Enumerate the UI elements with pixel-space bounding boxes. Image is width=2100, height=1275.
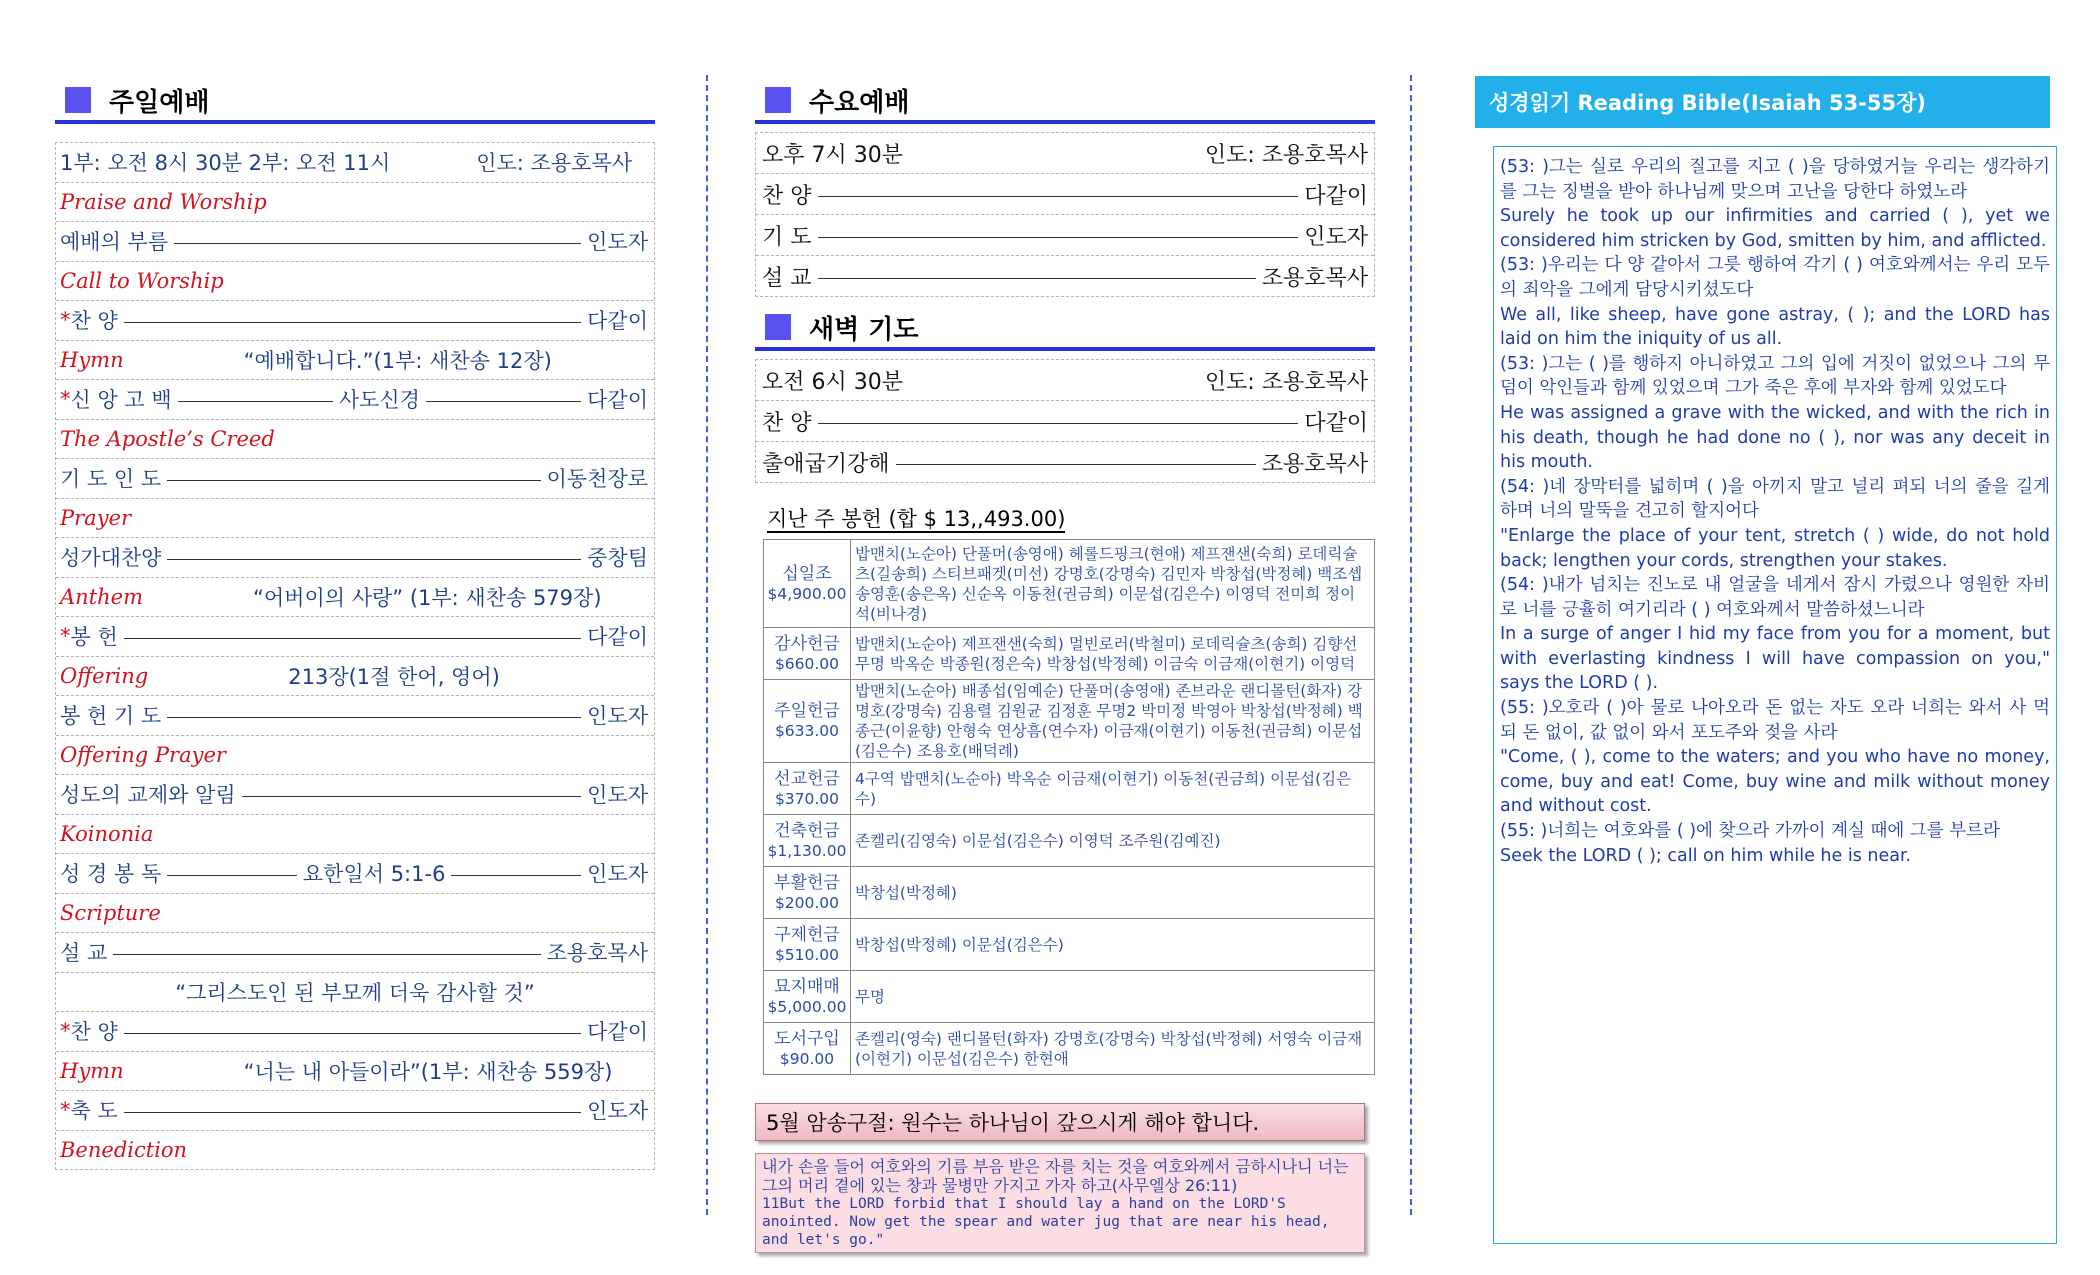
order-label: 봉 헌 기 도	[60, 704, 162, 729]
order-label: 봉 헌	[70, 625, 118, 650]
square-bullet-icon	[65, 87, 91, 113]
schedule-right: 인도자	[1304, 224, 1368, 250]
leader-line	[242, 796, 582, 797]
bible-verse: (53: )우리는 다 양 같아서 그릇 행하여 각기 ( ) 여호와께서는 우리 모두의 죄악을 그에게 담당시키셨도다	[1500, 255, 2050, 300]
bible-verse: We all, like sheep, have gone astray, ( ); and the LORD has laid on him the iniquity of us all.	[1500, 304, 2050, 350]
offering-name: 도서구입	[774, 1028, 840, 1049]
offering-category	[764, 763, 851, 815]
leader-line	[167, 717, 581, 718]
wednesday-leader: 인도: 조용호목사	[1204, 142, 1368, 168]
bible-verse: (54: )네 장막터를 넓히며 ( )을 아끼지 말고 널리 펴되 너의 줄을 길게 하며 너의 말뚝을 견고히 할지어다	[1500, 476, 2050, 522]
order-row	[56, 854, 654, 894]
order-row	[56, 380, 654, 420]
square-bullet-icon	[765, 87, 791, 113]
offering-donors: 4구역 밥맨치(노순아) 박옥순 이금재(이현기) 이동천(권금희) 이문섭(김은수)	[851, 763, 1375, 815]
order-right: 인도자	[587, 230, 648, 255]
order-subtitle: Scripture	[60, 900, 161, 925]
schedule-row	[756, 401, 1374, 442]
schedule-row	[756, 174, 1374, 215]
order-right: 중창팀	[587, 546, 648, 571]
offering-category	[764, 628, 851, 680]
order-row	[56, 538, 654, 578]
offering-donors: 밥맨치(노순아) 단풀머(송영애) 헤롤드핑크(현애) 제프잰샌(숙희) 로데릭슐츠(길송희) 스티브패겟(미선) 강명호(강명숙) 김민자 박창섭(박정혜) 백조셉 송영훈(송은옥) 신순옥 이동천(권금희) 이문섭(김은수) 이영덕 전미희 정이석(비나경)	[851, 540, 1375, 628]
bible-verse: (53: )그는 실로 우리의 질고를 지고 ( )을 당하였거늘 우리는 생각하기를 그는 징벌을 받아 하나님께 맞으며 고난을 당한다 하였노라	[1500, 157, 2050, 202]
order-label: 찬 양	[70, 1020, 118, 1045]
offering-amount: $510.00	[774, 945, 840, 964]
order-row	[56, 459, 654, 499]
offering-donors: 존켈리(김영숙) 이문섭(김은수) 이영덕 조주원(김예진)	[851, 815, 1375, 867]
order-subtitle: Praise and Worship	[60, 189, 267, 214]
offering-name: 건축헌금	[774, 820, 840, 841]
order-subtitle: The Apostle’s Creed	[60, 426, 275, 451]
order-row	[56, 815, 654, 855]
offering-amount: $633.00	[774, 722, 840, 740]
leader-line	[426, 401, 581, 402]
wednesday-title: 수요예배	[809, 87, 910, 118]
wednesday-time: 오후 7시 30분	[762, 142, 903, 168]
offering-amount: $200.00	[774, 893, 840, 912]
dawn-title: 새벽 기도	[809, 314, 919, 345]
offering-name: 구제헌금	[774, 924, 840, 945]
leader-line	[124, 638, 581, 639]
leader-line	[124, 1033, 581, 1034]
order-right: 다같이	[587, 625, 648, 650]
order-row	[56, 1091, 654, 1131]
leader-line	[124, 322, 581, 323]
offering-donors: 밥맨치(노순아) 제프잰샌(숙희) 멀빈로러(박철미) 로데릭슐츠(송희) 김향선 무명 박옥순 박종원(정은숙) 박창섭(박정혜) 이금숙 이금재(이현기) 이영덕	[851, 628, 1375, 680]
memory-verse-korean: 내가 손을 들어 여호와의 기름 부음 받은 자를 치는 것을 여호와께서 금하시나니 너는 그의 머리 곁에 있는 창과 물병만 가지고 가자 하고(사무엘상 26:11)	[762, 1157, 1349, 1195]
sermon-title: “그리스도인 된 부모께 더욱 감사할 것”	[175, 980, 535, 1005]
schedule-row	[756, 256, 1374, 296]
order-label: 예배의 부름	[60, 230, 169, 255]
bible-verse: (55: )오호라 ( )아 물로 나아오라 돈 없는 자도 오라 너희는 와서 사 먹되 돈 없이, 값 없이 와서 포도주와 젖을 사라	[1500, 698, 2050, 743]
schedule-row	[756, 215, 1374, 256]
offering-name: 감사헌금	[774, 633, 840, 654]
order-row	[56, 1012, 654, 1052]
offering-row	[764, 919, 1375, 971]
offering-amount: $660.00	[774, 654, 840, 673]
order-subtitle: Call to Worship	[60, 268, 224, 293]
offering-amount: $370.00	[774, 789, 840, 808]
leader-line	[818, 423, 1299, 424]
leader-line	[167, 480, 540, 481]
sunday-time-row	[56, 143, 654, 183]
dawn-leader: 인도: 조용호목사	[1204, 369, 1368, 395]
order-row	[56, 183, 654, 223]
order-row	[56, 262, 654, 302]
order-label: 축 도	[70, 1099, 118, 1124]
schedule-right: 다같이	[1304, 410, 1368, 436]
order-middle: 요한일서 5:1-6	[302, 862, 446, 887]
order-subtitle: Prayer	[60, 505, 132, 530]
column-divider	[1410, 75, 1412, 1215]
order-detail: “예배합니다.”(1부: 새찬송 12장)	[243, 348, 552, 373]
order-subtitle: Offering	[60, 663, 149, 688]
wednesday-header	[755, 80, 1375, 124]
offering-row	[764, 1023, 1375, 1075]
order-row	[56, 617, 654, 657]
offering-name: 부활헌금	[774, 872, 840, 893]
offering-row	[764, 815, 1375, 867]
offering-row	[764, 540, 1375, 628]
leader-line	[167, 875, 297, 876]
order-row	[56, 894, 654, 934]
order-detail: “너는 내 아들이라”(1부: 새찬송 559장)	[243, 1059, 613, 1084]
order-row	[56, 499, 654, 539]
order-right: 인도자	[587, 1099, 648, 1124]
required-mark: *	[60, 387, 71, 412]
sunday-header	[55, 80, 655, 124]
leader-line	[167, 559, 581, 560]
leader-line	[178, 401, 333, 402]
order-detail: 213장(1절 한어, 영어)	[288, 664, 500, 689]
order-label: 기 도 인 도	[60, 467, 162, 492]
bible-verse: In a surge of anger I hid my face from you for a moment, but with everlasting kindness I will have compassion on you," says the LORD ( ).	[1500, 624, 2050, 694]
order-row	[56, 222, 654, 262]
offering-table	[763, 539, 1375, 1075]
schedule-right: 조용호목사	[1261, 265, 1368, 291]
bible-verse: "Enlarge the place of your tent, stretch ( ) wide, do not hold back; lengthen your cords, strengthen your stakes.	[1500, 525, 2050, 571]
order-row	[56, 420, 654, 460]
required-mark: *	[60, 1019, 71, 1044]
required-mark: *	[60, 1098, 71, 1123]
weekday-section	[755, 80, 1375, 1253]
leader-line	[818, 237, 1299, 238]
bible-verse: (54: )내가 넘치는 진노로 내 얼굴을 네게서 잠시 가렸으나 영원한 자비로 너를 긍휼히 여기리라 ( ) 여호와께서 말씀하셨느니라	[1500, 575, 2050, 620]
sunday-time: 1부: 오전 8시 30분 2부: 오전 11시	[60, 151, 391, 176]
offering-name: 선교헌금	[774, 768, 840, 789]
order-row	[56, 301, 654, 341]
offering-row	[764, 680, 1375, 763]
offering-donors: 무명	[851, 971, 1375, 1023]
bible-verse: He was assigned a grave with the wicked, and with the rich in his death, though he had done no ( ), nor was any deceit in his mouth.	[1500, 402, 2050, 473]
order-row	[56, 341, 654, 381]
order-row	[56, 696, 654, 736]
offering-row	[764, 971, 1375, 1023]
offering-amount: $5,000.00	[767, 997, 847, 1016]
schedule-label: 기 도	[762, 224, 812, 250]
offering-donors: 존켈리(영숙) 랜디몰턴(화자) 강명호(강명숙) 박창섭(박정혜) 서영숙 이금재(이현기) 이문섭(김은수) 한현애	[851, 1023, 1375, 1075]
offering-row	[764, 628, 1375, 680]
schedule-row	[756, 442, 1374, 482]
offering-donors: 박창섭(박정혜)	[851, 867, 1375, 919]
sunday-order-box	[55, 142, 655, 1170]
offering-category	[764, 680, 851, 763]
square-bullet-icon	[765, 314, 791, 340]
wednesday-time-row	[756, 133, 1374, 174]
order-row	[56, 657, 654, 697]
order-row	[56, 933, 654, 973]
order-right: 인도자	[587, 862, 648, 887]
order-row	[56, 1052, 654, 1092]
order-right: 인도자	[587, 704, 648, 729]
order-subtitle: Anthem	[60, 584, 143, 609]
leader-line	[818, 278, 1256, 279]
offering-name: 묘지매매	[774, 976, 840, 997]
order-right: 조용호목사	[546, 941, 648, 966]
offering-row	[764, 867, 1375, 919]
order-label: 찬 양	[70, 309, 118, 334]
leader-line	[451, 875, 581, 876]
offering-amount: $4,900.00	[767, 584, 847, 603]
offering-category	[764, 919, 851, 971]
bible-verse: (55: )너희는 여호와를 ( )에 찾으라 가까이 계실 때에 그를 부르라	[1500, 821, 2000, 842]
leader-line	[174, 243, 581, 244]
memory-verse-box	[755, 1153, 1365, 1253]
required-mark: *	[60, 308, 71, 333]
order-row	[56, 578, 654, 618]
offering-title: 지난 주 봉헌 (합 $ 13,,493.00)	[767, 507, 1066, 531]
leader-line	[124, 1112, 581, 1113]
schedule-label: 설 교	[762, 265, 812, 291]
bible-reading-title: 성경읽기 Reading Bible(Isaiah 53-55장)	[1475, 76, 2050, 128]
dawn-time-row	[756, 360, 1374, 401]
sunday-leader: 인도: 조용호목사	[476, 151, 632, 176]
order-subtitle: Benediction	[60, 1137, 188, 1162]
bible-reading-box	[1493, 146, 2057, 1244]
wednesday-box	[755, 132, 1375, 297]
leader-line	[113, 954, 540, 955]
offering-donors: 밥맨치(노순아) 배종섭(임예순) 단풀머(송영애) 존브라운 랜디몰턴(화자) 강명호(강명숙) 김용렬 김원균 김정훈 무명2 박미정 박영아 박창섭(박정혜) 백종근(이윤향) 안형숙 연상흠(연수자) 이금재(이현기) 이동천(권금희) 이문섭(김은수) 조용호(배덕례)	[851, 680, 1375, 763]
offering-donors: 박창섭(박정혜) 이문섭(김은수)	[851, 919, 1375, 971]
dawn-box	[755, 359, 1375, 483]
order-label: 성도의 교제와 알림	[60, 783, 236, 808]
order-label: 설 교	[60, 941, 108, 966]
memory-verse-title: 5월 암송구절: 원수는 하나님이 갚으시게 해야 합니다.	[755, 1103, 1365, 1141]
order-row	[56, 973, 654, 1013]
order-row	[56, 775, 654, 815]
order-middle: 사도신경	[338, 388, 420, 413]
schedule-right: 다같이	[1304, 183, 1368, 209]
schedule-right: 조용호목사	[1261, 451, 1368, 477]
order-label: 성가대찬양	[60, 546, 162, 571]
order-subtitle: Offering Prayer	[60, 742, 226, 767]
schedule-label: 찬 양	[762, 410, 812, 436]
order-detail: “어버이의 사랑” (1부: 새찬송 579장)	[253, 585, 602, 610]
schedule-label: 찬 양	[762, 183, 812, 209]
bible-reading-section	[1475, 76, 2065, 1244]
order-right: 다같이	[587, 309, 648, 334]
required-mark: *	[60, 624, 71, 649]
memory-verse-english: 11But the LORD forbid that I should lay a hand on the LORD'S anointed. Now get the spear and water jug that are near his head, and let's go."	[762, 1196, 1330, 1248]
offering-category	[764, 867, 851, 919]
order-label: 신 앙 고 백	[70, 388, 172, 413]
order-right: 인도자	[587, 783, 648, 808]
leader-line	[896, 464, 1256, 465]
order-right: 이동천장로	[546, 467, 648, 492]
bible-verse: Seek the LORD ( ); call on him while he is near.	[1500, 845, 1912, 866]
order-label: 성 경 봉 독	[60, 862, 162, 887]
schedule-label: 출애굽기강해	[762, 451, 890, 477]
order-subtitle: Hymn	[60, 347, 124, 372]
offering-amount: $1,130.00	[767, 841, 847, 860]
order-right: 다같이	[587, 1020, 648, 1045]
sunday-title: 주일예배	[109, 87, 210, 118]
dawn-header	[755, 307, 1375, 351]
order-row	[56, 1131, 654, 1170]
offering-category	[764, 815, 851, 867]
offering-category	[764, 971, 851, 1023]
offering-name: 주일헌금	[774, 701, 840, 721]
order-subtitle: Koinonia	[60, 821, 154, 846]
bible-verse: Surely he took up our infirmities and carried ( ), yet we considered him stricken by God, smitten by him, and afflicted.	[1500, 206, 2050, 251]
dawn-time: 오전 6시 30분	[762, 369, 903, 395]
offering-category	[764, 540, 851, 628]
bible-verse: "Come, ( ), come to the waters; and you who have no money, come, buy and eat! Come, buy wine and milk without money and without cost.	[1500, 747, 2050, 817]
order-subtitle: Hymn	[60, 1058, 124, 1083]
sunday-worship-section	[55, 80, 655, 1170]
offering-row	[764, 763, 1375, 815]
bible-verse: (53: )그는 ( )를 행하지 아니하였고 그의 입에 거짓이 없었으나 그의 무덤이 악인들과 함께 있었으며 그가 죽은 후에 부자와 함께 있었도다	[1500, 353, 2050, 399]
leader-line	[818, 196, 1299, 197]
offering-category	[764, 1023, 851, 1075]
offering-name: 십일조	[782, 563, 832, 584]
column-divider	[706, 75, 708, 1215]
order-row	[56, 736, 654, 776]
offering-amount: $90.00	[779, 1049, 835, 1068]
order-right: 다같이	[587, 388, 648, 413]
